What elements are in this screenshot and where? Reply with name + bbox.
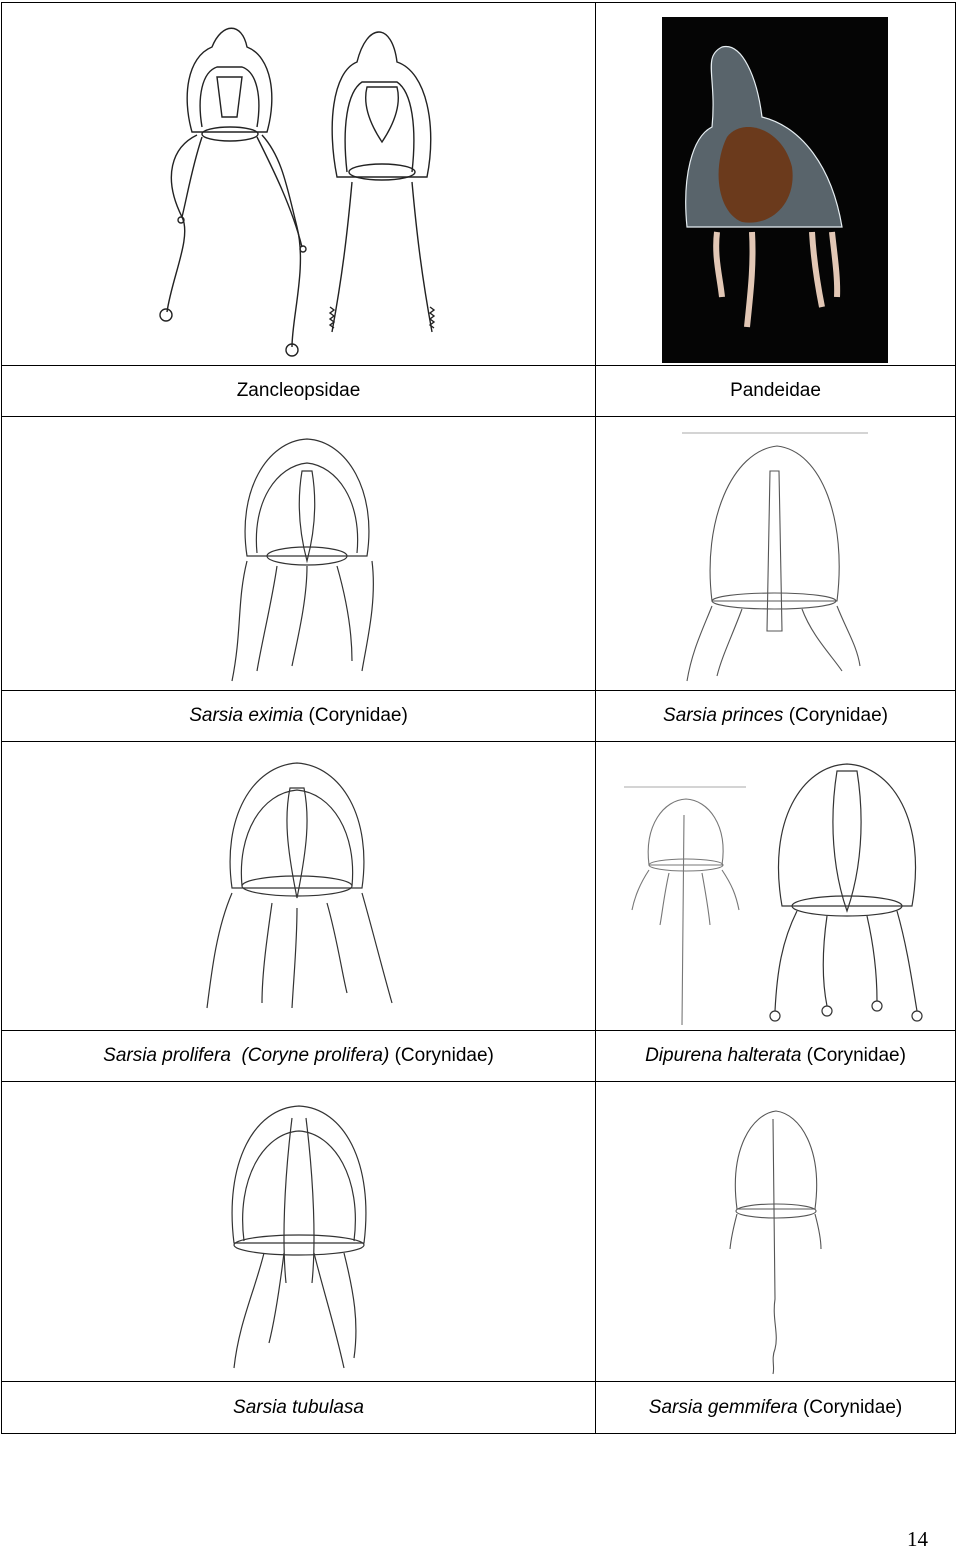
caption-zancleopsidae <box>2 366 595 416</box>
row-divider <box>2 741 955 742</box>
caption-sarsia-princes <box>596 691 955 741</box>
caption-sarsia-eximia <box>2 691 595 741</box>
dipurena-halterata-small-illustration <box>624 785 746 1027</box>
caption-italic: Sarsia eximia <box>189 705 304 726</box>
species-table <box>1 2 956 1434</box>
caption-text: Zancleopsidae <box>236 380 361 401</box>
pandeidae-photo <box>662 17 888 363</box>
sarsia-gemmifera-illustration <box>717 1099 835 1379</box>
caption-italic: Sarsia prolifera (Coryne prolifera) <box>103 1045 390 1066</box>
dipurena-halterata-illustration <box>767 761 927 1029</box>
caption-pandeidae <box>596 366 955 416</box>
medusa-photo-shape <box>662 17 888 363</box>
caption-text: (Corynidae) <box>801 1045 906 1066</box>
caption-italic: Sarsia princes <box>663 705 784 726</box>
caption-text: Pandeidae <box>730 380 821 401</box>
sarsia-princes-illustration <box>682 431 868 689</box>
caption-sarsia-tubulasa <box>2 1382 595 1434</box>
sarsia-prolifera-illustration <box>202 758 397 1020</box>
caption-dipurena-halterata <box>596 1031 955 1081</box>
caption-italic: Sarsia gemmifera <box>648 1397 798 1418</box>
row-divider <box>2 1081 955 1082</box>
sarsia-tubulasa-illustration <box>224 1103 374 1375</box>
sarsia-eximia-illustration <box>227 431 387 689</box>
caption-text: (Corynidae) <box>303 705 408 726</box>
caption-text: (Corynidae) <box>797 1397 903 1418</box>
caption-text: (Corynidae) <box>389 1045 494 1066</box>
caption-italic: Sarsia tubulasa <box>233 1397 364 1418</box>
caption-sarsia-gemmifera <box>596 1382 955 1434</box>
caption-italic: Dipurena halterata <box>645 1045 802 1066</box>
caption-sarsia-prolifera <box>2 1031 595 1081</box>
row-divider <box>2 416 955 417</box>
zancleopsidae-illustration <box>152 17 452 362</box>
caption-text: (Corynidae) <box>783 705 888 726</box>
page-number: 14 <box>907 1527 928 1551</box>
